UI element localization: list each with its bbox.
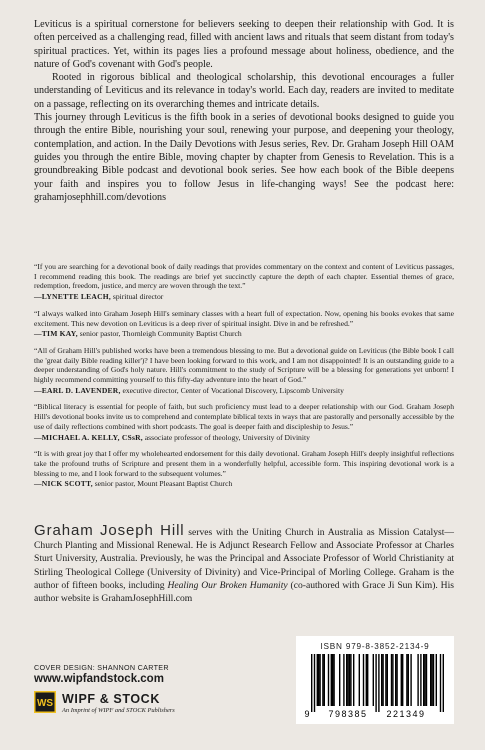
endorser-name: —MICHAEL A. KELLY, CSsR, xyxy=(34,432,143,442)
barcode-bar xyxy=(363,654,364,706)
barcode-digit-first: 9 xyxy=(304,709,310,719)
barcode-bar xyxy=(395,654,396,706)
barcode-bar xyxy=(431,654,432,706)
barcode-bar xyxy=(311,654,312,712)
endorsement-attribution xyxy=(34,292,454,302)
isbn-label: ISBN 979-8-3852-2134-9 xyxy=(320,642,430,651)
barcode-bar xyxy=(346,654,347,706)
barcode-bar xyxy=(350,654,351,706)
author-book-title: Healing Our Broken Humanity xyxy=(167,579,288,591)
barcode-graphic xyxy=(302,654,448,720)
endorsement xyxy=(34,262,454,302)
barcode-bar xyxy=(406,654,407,706)
barcode-bar xyxy=(343,654,344,706)
endorsement-text: “All of Graham Hill's published works have been a tremendous blessing to me. But a devotional guide on Leviticus (the Bible book I call the 'great daily Bible reading killer')? I have been looking forward to this work, and I am not disappointed! It is an outstanding guide to a deeper understanding of God's holy nature. Hill's commitment to the study of Scripture will be a blessing for generations yet unborn! I highly recommend committing yourself to this fifty-day adventure into the heart of God.” xyxy=(34,345,454,385)
barcode-bar xyxy=(314,654,315,712)
barcode-bar xyxy=(396,654,397,706)
barcode-bar xyxy=(420,654,421,706)
barcode-bar xyxy=(373,654,374,706)
endorsement-attribution xyxy=(34,329,454,339)
barcode-bar xyxy=(333,654,334,706)
blurb-paragraph: Rooted in rigorous biblical and theological scholarship, this devotional encourages a fuller understanding of Leviticus and its relevance in today's world. Each day, readers are invited to meditate on a passage, reflecting on its overarching themes and intricate details. xyxy=(34,72,454,110)
barcode-bar xyxy=(328,654,329,706)
blurb-paragraph: This journey through Leviticus is the fifth book in a series of devotional books designed to guide you through the entire Bible, nourishing your soul, renewing your purpose, and deepening your theology, contemplation, and action. In the Daily Devotions with Jesus series, Rev. Dr. Graham Joseph Hill OAM guides you through the entire Bible, moving chapter by chapter from Genesis to Revelation. This is a groundbreaking Bible podcast and devotional book series. See how each book of the Bible deepens your faith and inspires you to follow Jesus in life-changing ways! See the podcast here: grahamjosephhill.com/devotions xyxy=(34,112,454,203)
endorser-role: executive director, Center of Vocational Discovery, Lipscomb University xyxy=(120,385,344,395)
barcode-bar xyxy=(430,654,431,706)
endorser-name: —LYNETTE LEACH, xyxy=(34,292,111,302)
endorser-role: senior pastor, Mount Pleasant Baptist Church xyxy=(92,479,233,489)
barcode-bar xyxy=(410,654,411,706)
endorsement xyxy=(34,449,454,489)
author-name: Graham Joseph Hill xyxy=(34,522,185,539)
barcode-bar xyxy=(359,654,360,706)
barcode-bar xyxy=(385,654,386,706)
endorsement-attribution xyxy=(34,433,454,443)
endorser-name: —NICK SCOTT, xyxy=(34,479,93,489)
barcode-bar xyxy=(436,654,437,706)
barcode-bar xyxy=(349,654,350,706)
barcode-bar xyxy=(331,654,332,706)
barcode-bar xyxy=(339,654,340,706)
barcode-bar xyxy=(433,654,434,706)
barcode-bar xyxy=(401,654,402,706)
barcode-bar xyxy=(375,654,376,712)
publisher-logo-letters: WS xyxy=(36,698,54,709)
publisher-tagline: An Imprint of WIPF and STOCK Publishers xyxy=(62,707,175,714)
back-cover-blurb xyxy=(34,18,454,204)
barcode-bar xyxy=(324,654,325,706)
barcode-bar xyxy=(423,654,424,706)
barcode-bar xyxy=(353,654,354,706)
barcode-bar xyxy=(417,654,418,706)
barcode-bar xyxy=(322,654,323,706)
barcode-bar xyxy=(317,654,318,706)
publisher-name: WIPF & STOCK xyxy=(62,692,160,706)
endorsements xyxy=(34,262,454,496)
barcode-bar xyxy=(426,654,427,706)
endorser-name: —TIM KAY, xyxy=(34,329,78,339)
endorsement xyxy=(34,309,454,339)
endorsement-text: “Biblical literacy is essential for people of faith, but such proficiency must lead to a deeper relationship with our God. Graham Joseph Hill's devotional books invite us to comprehend and contemplate biblical texts in ways that are pastorally and personally accessible by the use of daily reflections combined with short podcasts. The goal is deeper faith and discipleship to Jesus.” xyxy=(34,402,454,431)
endorser-name: —EARL D. LAVENDER, xyxy=(34,385,121,395)
blurb-paragraph: Leviticus is a spiritual cornerstone for believers seeking to deepen their relationship with God. It is often perceived as a challenging read, filled with ancient laws and rituals that seem distant from today's spiritual practices. Yet, within its pages lies a profound message about holiness, obedience, and the nature of God's covenant with God's people. xyxy=(34,19,454,70)
endorsement-text: “It is with great joy that I offer my wholehearted endorsement for this daily devotional. Graham Joseph Hill's deeply insightful reflections take the profound truths of Scripture and present them in a wonderfully helpful, accessible form. This inspiring devotional work is a blessing to me, and I look forward to the subsequent volumes.” xyxy=(34,449,454,478)
barcode-bar xyxy=(378,654,379,712)
author-bio xyxy=(34,524,454,605)
barcode-bar xyxy=(332,654,333,706)
barcode-bar xyxy=(408,654,409,706)
endorsement xyxy=(34,346,454,396)
barcode-bar xyxy=(381,654,382,706)
isbn-barcode xyxy=(296,636,454,724)
author-bio-text: (co-authored with Grace Ji Sun Kim). His author website is GrahamJosephHill.com xyxy=(34,579,454,605)
barcode-bar xyxy=(347,654,348,706)
barcode-bar xyxy=(424,654,425,706)
endorsement-attribution xyxy=(34,479,454,489)
endorsement-text: “I always walked into Graham Joseph Hill's seminary classes with a heart full of expectation. Now, opening his books evokes that same excitement. This new devotion on Leviticus is a deep river of spiritual insight. Dive in and be refreshed.” xyxy=(34,308,454,328)
barcode-bar xyxy=(318,654,319,706)
barcode-bar xyxy=(443,654,444,712)
author-bio-text: serves with the Uniting Church in Australia as Mission Catalyst—Church Planting and Missional Renewal. He is Adjunct Research Fellow and Associate Professor at Charles Sturt University, Australia. Previously, he was the Principal and Associate Professor of World Christianity at Stirling Theological College (University of Divinity) and Vice-Principal of Morling College. Graham is the author of fifteen books, including xyxy=(34,527,455,591)
endorsement-attribution xyxy=(34,386,454,396)
barcode-bar xyxy=(367,654,368,706)
barcode-bar xyxy=(387,654,388,706)
publisher-logo-icon xyxy=(34,691,56,713)
barcode-bar xyxy=(391,654,392,706)
endorser-role: spiritual director xyxy=(111,292,164,302)
barcode-digits-right: 221349 xyxy=(386,709,426,719)
publisher-website: www.wipfandstock.com xyxy=(34,673,164,685)
endorsement xyxy=(34,402,454,442)
endorser-role: associate professor of theology, University of Divinity xyxy=(142,432,310,442)
barcode-bar xyxy=(366,654,367,706)
endorsement-text: “If you are searching for a devotional book of daily readings that provides commentary on the context and content of Leviticus passages, I recommend reading this book. The readings are brief yet succinctly capture the depth of each chapter. Essential themes of grace, redemption, freedom, justice, and mercy are woven through the text.” xyxy=(34,262,454,291)
endorser-role: senior pastor, Thornleigh Community Baptist Church xyxy=(77,329,242,339)
barcode-bar xyxy=(392,654,393,706)
barcode-bar xyxy=(382,654,383,706)
cover-design-credit: COVER DESIGN: SHANNON CARTER xyxy=(34,663,169,672)
barcode-digits-left: 798385 xyxy=(328,709,368,719)
barcode-bar xyxy=(440,654,441,712)
barcode-bar xyxy=(319,654,320,706)
barcode-bar xyxy=(402,654,403,706)
